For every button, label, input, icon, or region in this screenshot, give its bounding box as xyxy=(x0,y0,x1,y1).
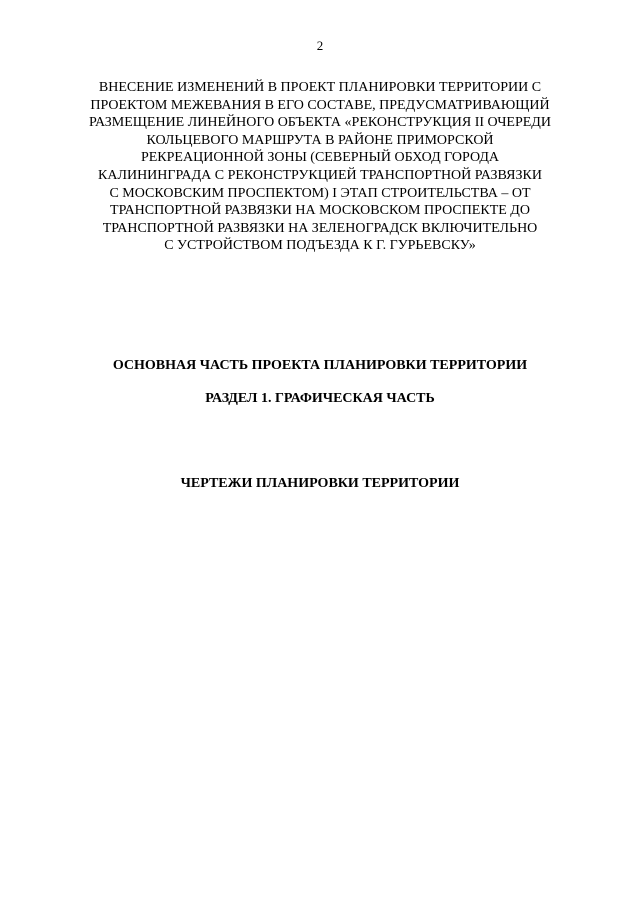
title-line: РЕКРЕАЦИОННОЙ ЗОНЫ (СЕВЕРНЫЙ ОБХОД ГОРОДА xyxy=(140,150,500,166)
title-line: ТРАНСПОРТНОЙ РАЗВЯЗКИ НА ЗЕЛЕНОГРАДСК ВКЛЮЧИТЕЛЬНО xyxy=(102,220,538,236)
title-line: С МОСКОВСКИМ ПРОСПЕКТОМ) I ЭТАП СТРОИТЕЛЬСТВА – ОТ xyxy=(109,185,531,201)
main-part-heading: ОСНОВНАЯ ЧАСТЬ ПРОЕКТА ПЛАНИРОВКИ ТЕРРИТОРИИ xyxy=(112,358,528,373)
title-line: С УСТРОЙСТВОМ ПОДЪЕЗДА К Г. ГУРЬЕВСКУ» xyxy=(164,238,476,254)
title-line: ПРОЕКТОМ МЕЖЕВАНИЯ В ЕГО СОСТАВЕ, ПРЕДУСМАТРИВАЮЩИЙ xyxy=(90,97,550,113)
title-line: РАЗМЕЩЕНИЕ ЛИНЕЙНОГО ОБЪЕКТА «РЕКОНСТРУКЦИЯ II ОЧЕРЕДИ xyxy=(89,115,551,131)
title-line: ТРАНСПОРТНОЙ РАЗВЯЗКИ НА МОСКОВСКОМ ПРОСПЕКТЕ ДО xyxy=(110,203,530,219)
section-heading: РАЗДЕЛ 1. ГРАФИЧЕСКАЯ ЧАСТЬ xyxy=(205,391,435,406)
drawings-heading: ЧЕРТЕЖИ ПЛАНИРОВКИ ТЕРРИТОРИИ xyxy=(180,476,460,491)
title-line: КАЛИНИНГРАДА С РЕКОНСТРУКЦИЕЙ ТРАНСПОРТНОЙ РАЗВЯЗКИ xyxy=(98,167,542,183)
title-line: ВНЕСЕНИЕ ИЗМЕНЕНИЙ В ПРОЕКТ ПЛАНИРОВКИ ТЕРРИТОРИИ С xyxy=(98,80,542,95)
title-line: КОЛЬЦЕВОГО МАРШРУТА В РАЙОНЕ ПРИМОРСКОЙ xyxy=(146,132,494,148)
document-title xyxy=(70,79,570,255)
page-number: 2 xyxy=(316,38,324,53)
